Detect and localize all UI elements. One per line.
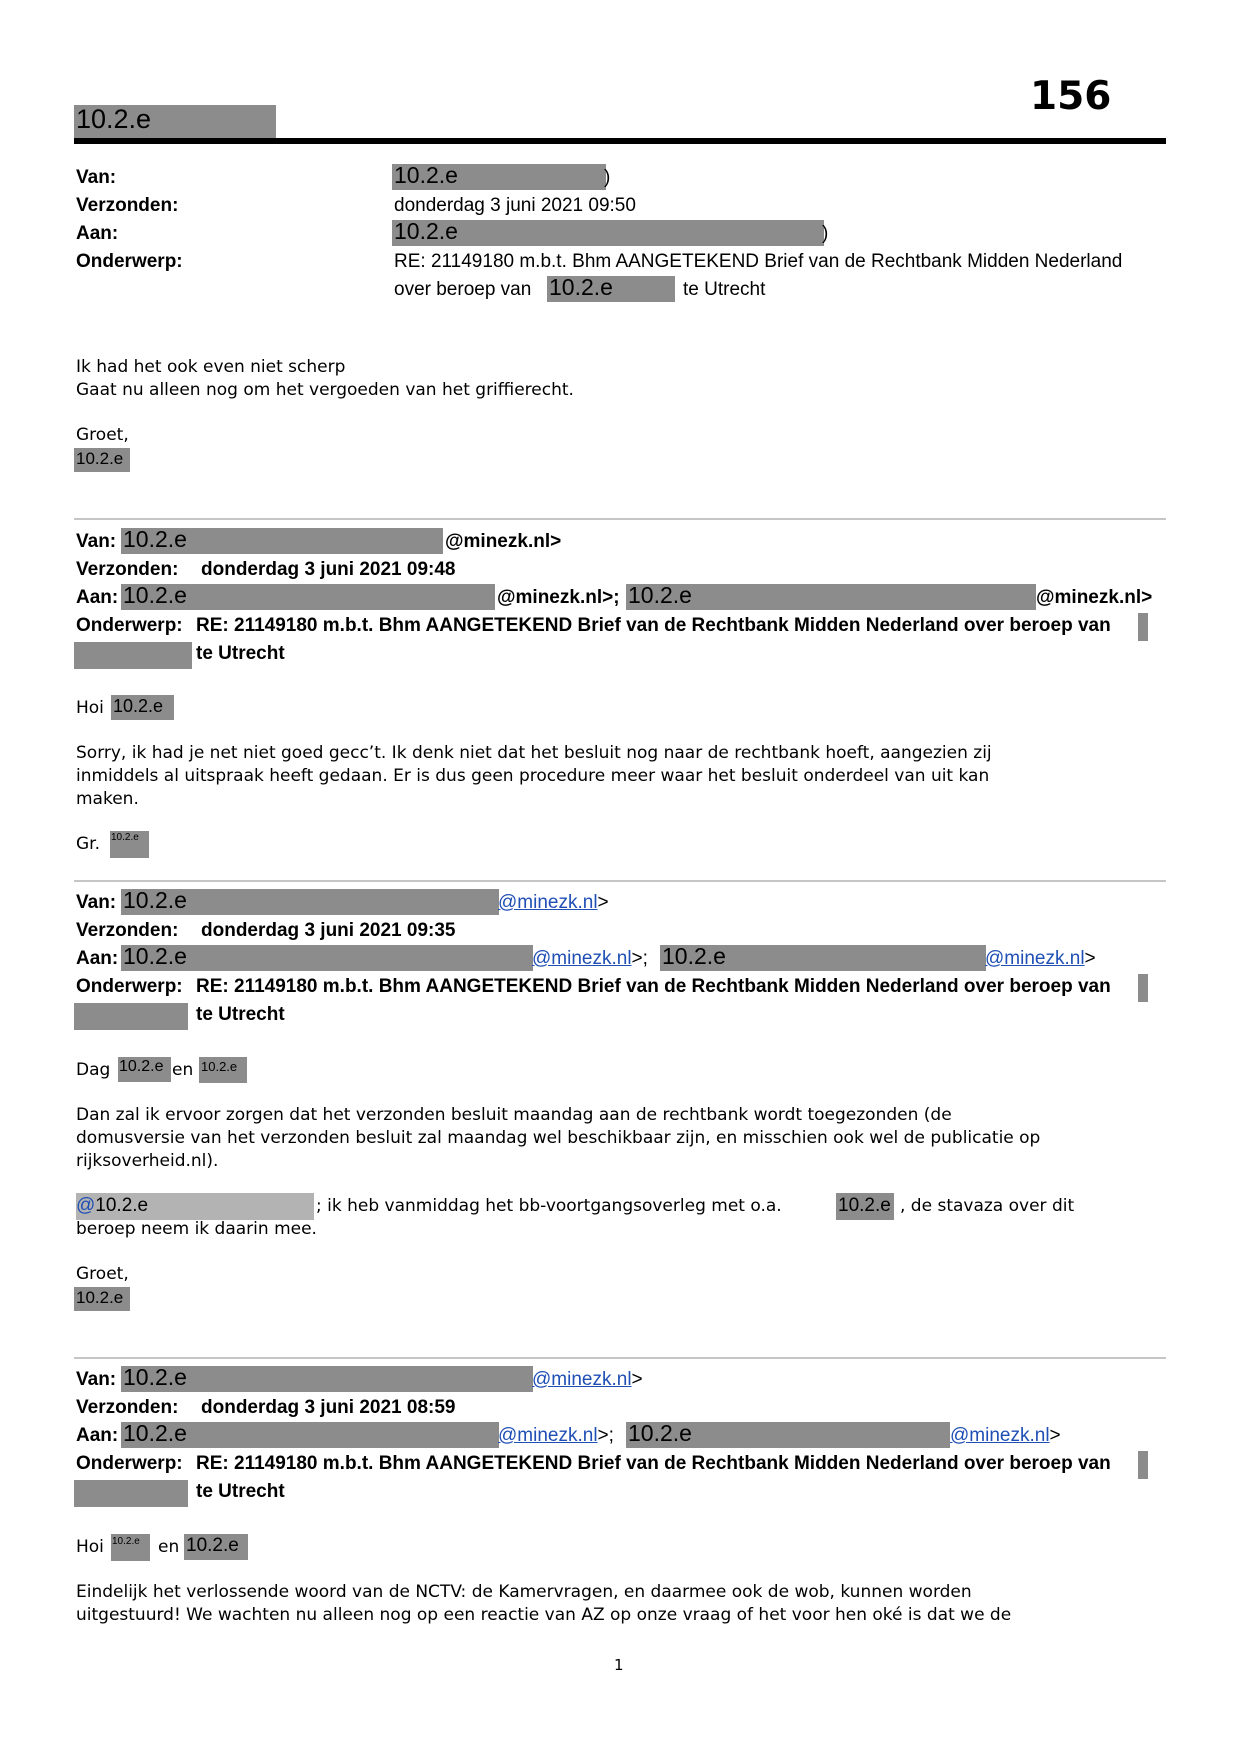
to-redaction: 10.2.e — [626, 584, 1036, 610]
subject-text: RE: 21149180 m.b.t. Bhm AANGETEKEND Brief van de Rechtbank Midden Nederland over beroep van — [196, 1453, 1111, 1474]
sent-date: donderdag 3 juni 2021 09:48 — [201, 559, 456, 580]
subject-redaction — [74, 1480, 188, 1507]
to-redaction: 10.2.e — [626, 1422, 950, 1448]
subject-line-2-post: te Utrecht — [683, 279, 766, 300]
to-redaction: 10.2.e — [660, 945, 986, 971]
to-close: ) — [822, 223, 829, 244]
to-redaction: 10.2.e — [121, 584, 495, 610]
onderwerp-label: Onderwerp: — [76, 1453, 183, 1474]
greeting-and: en — [172, 1060, 194, 1080]
onderwerp-label: Onderwerp: — [76, 251, 183, 272]
mention-name: 10.2.e — [95, 1195, 149, 1216]
to-email-link[interactable]: @minezk.nl>; — [498, 1425, 614, 1446]
sent-date: donderdag 3 juni 2021 08:59 — [201, 1397, 456, 1418]
greeting-redaction: 10.2.e — [111, 1534, 150, 1561]
message-separator — [74, 518, 1166, 520]
verzonden-label: Verzonden: — [76, 559, 179, 580]
greeting-redaction: 10.2.e — [184, 1534, 248, 1560]
subject-line-1: RE: 21149180 m.b.t. Bhm AANGETEKEND Brief van de Rechtbank Midden Nederland — [394, 251, 1123, 272]
from-redaction: 10.2.e — [121, 889, 499, 915]
closing: Gr. — [76, 834, 101, 854]
subject-line-2-pre: over beroep van — [394, 279, 532, 300]
to-email-link[interactable]: @minezk.nl> — [950, 1425, 1061, 1446]
to-email-link[interactable]: @minezk.nl>; — [532, 948, 648, 969]
body-line: Sorry, ik had je net niet goed gecc’t. Ik denk niet dat het besluit nog naar de rechtbank hoeft, aangezien zij — [76, 743, 992, 763]
subject-text: RE: 21149180 m.b.t. Bhm AANGETEKEND Brief van de Rechtbank Midden Nederland over beroep van — [196, 976, 1111, 997]
greeting-closing: Groet, — [76, 1264, 129, 1284]
subject-tail: te Utrecht — [196, 643, 285, 664]
signature-redaction: 10.2.e — [74, 448, 130, 472]
van-label: Van: — [76, 892, 117, 913]
greeting-closing: Groet, — [76, 425, 129, 445]
subject-redaction — [74, 642, 192, 669]
mention-at: @ — [76, 1195, 96, 1216]
verzonden-label: Verzonden: — [76, 1397, 179, 1418]
to-redaction: 10.2.e — [121, 945, 533, 971]
header-rule — [74, 138, 1166, 144]
from-redaction: 10.2.e — [121, 1366, 533, 1392]
signature-redaction: 10.2.e — [110, 831, 149, 858]
aan-label: Aan: — [76, 948, 119, 969]
aan-label: Aan: — [76, 587, 119, 608]
mention-redaction — [76, 1193, 314, 1220]
aan-label: Aan: — [76, 1425, 119, 1446]
inline-redaction: 10.2.e — [836, 1193, 894, 1220]
body-line: Ik had het ook even niet scherp — [76, 357, 346, 377]
body-line: domusversie van het verzonden besluit zal maandag wel beschikbaar zijn, en misschien ook wel de publicatie op — [76, 1128, 1041, 1148]
body-line: maken. — [76, 789, 139, 809]
verzonden-label: Verzonden: — [76, 920, 179, 941]
message-separator — [74, 1357, 1166, 1359]
from-domain: @minezk.nl> — [445, 531, 562, 552]
body-line: rijksoverheid.nl). — [76, 1151, 219, 1171]
subject-tail: te Utrecht — [196, 1004, 285, 1025]
document-number: 156 — [1030, 74, 1112, 119]
body-line: Dan zal ik ervoor zorgen dat het verzonden besluit maandag aan de rechtbank wordt toegezonden (de — [76, 1105, 952, 1125]
body-line: ; ik heb vanmiddag het bb-voortgangsoverleg met o.a. — [316, 1196, 782, 1216]
to-domain: @minezk.nl> — [1036, 587, 1153, 608]
subject-tail: te Utrecht — [196, 1481, 285, 1502]
aan-label: Aan: — [76, 223, 119, 244]
onderwerp-label: Onderwerp: — [76, 976, 183, 997]
from-redaction: 10.2.e — [392, 164, 606, 190]
subject-redaction — [1138, 613, 1148, 641]
to-domain: @minezk.nl>; — [497, 587, 620, 608]
body-line: beroep neem ik daarin mee. — [76, 1219, 317, 1239]
subject-redaction — [1138, 974, 1148, 1002]
from-email-link[interactable]: @minezk.nl> — [532, 1369, 643, 1390]
van-label: Van: — [76, 167, 117, 188]
sent-date: donderdag 3 juni 2021 09:50 — [394, 195, 636, 216]
message-separator — [74, 880, 1166, 882]
greeting-redaction: 10.2.e — [118, 1057, 171, 1082]
header-redaction: 10.2.e — [74, 105, 276, 138]
onderwerp-label: Onderwerp: — [76, 615, 183, 636]
greeting-and: en — [158, 1537, 180, 1557]
to-redaction: 10.2.e — [392, 220, 824, 246]
van-label: Van: — [76, 1369, 117, 1390]
greeting-redaction: 10.2.e — [111, 695, 174, 720]
from-email-link[interactable]: @minezk.nl> — [498, 892, 609, 913]
body-line: Eindelijk het verlossende woord van de NCTV: de Kamervragen, en daarmee ook de wob, kunnen worden — [76, 1582, 972, 1602]
sent-date: donderdag 3 juni 2021 09:35 — [201, 920, 456, 941]
to-email-link[interactable]: @minezk.nl> — [985, 948, 1096, 969]
page-number: 1 — [614, 1656, 624, 1674]
subject-text: RE: 21149180 m.b.t. Bhm AANGETEKEND Brief van de Rechtbank Midden Nederland over beroep van — [196, 615, 1111, 636]
body-line: , de stavaza over dit — [900, 1196, 1075, 1216]
subject-redaction — [1138, 1451, 1148, 1479]
signature-redaction: 10.2.e — [74, 1287, 130, 1311]
body-line: uitgestuurd! We wachten nu alleen nog op een reactie van AZ op onze vraag of het voor hen oké is dat we de — [76, 1605, 1012, 1625]
greeting-redaction: 10.2.e — [199, 1057, 247, 1083]
greeting: Dag — [76, 1060, 111, 1080]
subject-redaction: 10.2.e — [547, 276, 675, 302]
greeting: Hoi — [76, 698, 104, 718]
van-label: Van: — [76, 531, 117, 552]
verzonden-label: Verzonden: — [76, 195, 179, 216]
body-line: Gaat nu alleen nog om het vergoeden van het griffierecht. — [76, 380, 574, 400]
from-redaction: 10.2.e — [121, 528, 443, 554]
to-redaction: 10.2.e — [121, 1422, 499, 1448]
from-close: ) — [604, 167, 611, 188]
body-line: inmiddels al uitspraak heeft gedaan. Er is dus geen procedure meer waar het besluit onderdeel van uit kan — [76, 766, 990, 786]
subject-redaction — [74, 1003, 188, 1030]
greeting: Hoi — [76, 1537, 104, 1557]
